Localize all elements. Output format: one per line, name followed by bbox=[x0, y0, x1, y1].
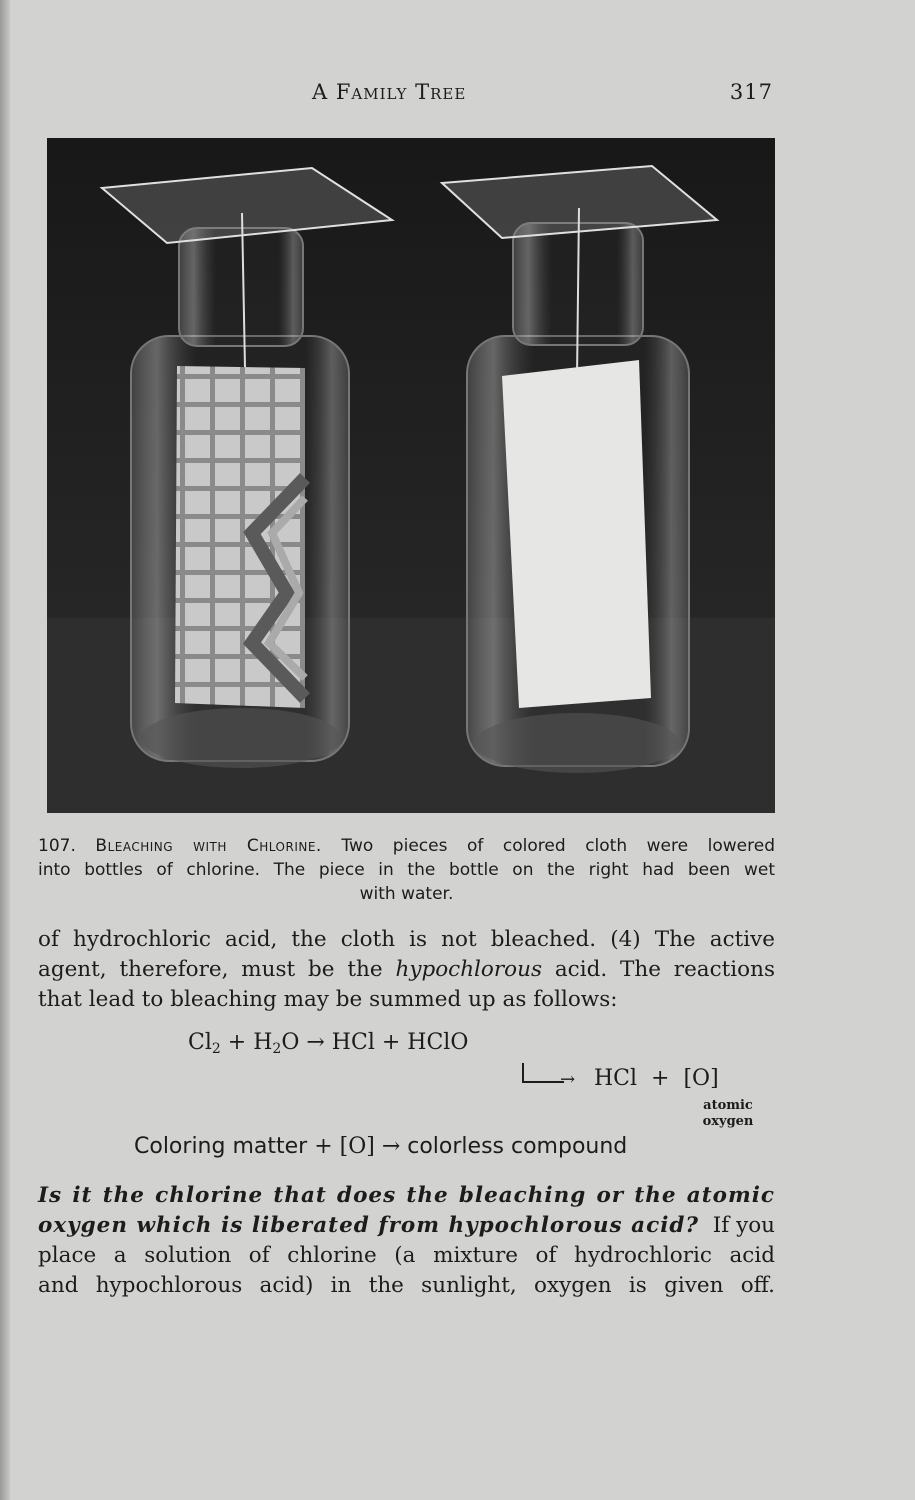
eq3-arrow: → bbox=[374, 1134, 408, 1159]
eq1-arrow: → bbox=[299, 1030, 332, 1055]
figure-photo bbox=[47, 138, 775, 813]
caption-line-1 bbox=[38, 834, 775, 858]
eq3-plus: + bbox=[307, 1134, 340, 1159]
caption-line-3: with water. bbox=[359, 884, 454, 904]
paragraph-2-line-2 bbox=[38, 1211, 775, 1241]
eq3-left: Coloring matter bbox=[134, 1134, 308, 1159]
page-gutter-shadow bbox=[0, 0, 10, 1500]
atomic-oxygen-note bbox=[692, 1098, 764, 1130]
caption-line-2: into bottles of chlorine. The piece in the bottle on the right had been wet bbox=[38, 860, 775, 880]
note-line-1: atomic bbox=[703, 1098, 753, 1113]
eq1-cl-sub: 2 bbox=[211, 1041, 221, 1057]
p1-l2-post: acid. The reactions bbox=[541, 957, 775, 982]
eq1-h: H bbox=[253, 1030, 273, 1055]
equation-2 bbox=[522, 1063, 762, 1097]
eq1-hclo: HClO bbox=[407, 1030, 469, 1055]
right-cloth-bleached bbox=[502, 360, 651, 708]
paragraph-1-line-1: of hydrochloric acid, the cloth is not bleached. (4) The active bbox=[38, 927, 775, 952]
running-head-title-text: A Family Tree bbox=[312, 80, 467, 104]
page-number: 317 bbox=[729, 80, 773, 104]
eq2-arrow: → bbox=[560, 1069, 576, 1090]
paragraph-1-line-3: that lead to bleaching may be summed up as follows: bbox=[38, 987, 618, 1012]
equation-3 bbox=[134, 1134, 627, 1159]
eq1-hcl: HCl bbox=[331, 1030, 375, 1055]
paragraph-2-line-1: Is it the chlorine that does the bleaching or the atomic bbox=[38, 1183, 775, 1208]
eq1-plus-2: + bbox=[374, 1030, 408, 1055]
paragraph-1-line-2 bbox=[38, 955, 775, 985]
paragraph-2-line-4: and hypochlorous acid) in the sunlight, oxygen is given off. bbox=[38, 1273, 775, 1298]
eq3-oxygen: [O] bbox=[339, 1134, 375, 1159]
caption-title: Bleaching with Chlorine. bbox=[95, 836, 322, 856]
running-head bbox=[0, 80, 915, 108]
paragraph-2 bbox=[38, 1181, 775, 1301]
caption-text-1: Two pieces of colored cloth were lowered bbox=[341, 836, 775, 856]
eq3-right: colorless compound bbox=[407, 1134, 628, 1159]
caption-number: 107. bbox=[38, 836, 76, 856]
note-line-2: oxygen bbox=[702, 1114, 754, 1129]
eq2-products: HCl + [O] bbox=[594, 1066, 719, 1091]
eq1-cl: Cl bbox=[188, 1030, 212, 1055]
paragraph-2-line-3: place a solution of chlorine (a mixture of hydrochloric acid bbox=[38, 1243, 775, 1268]
p1-l2-pre: agent, therefore, must be the bbox=[38, 957, 396, 982]
eq1-plus-1: + bbox=[220, 1030, 254, 1055]
running-head-title bbox=[312, 80, 466, 104]
eq1-h-sub: 2 bbox=[272, 1041, 282, 1057]
figure-caption bbox=[38, 834, 775, 906]
p1-l2-italic: hypochlorous bbox=[395, 957, 542, 982]
p2-l2-bi: oxygen which is liberated from hypochlorous acid? bbox=[38, 1213, 699, 1238]
eq1-o: O bbox=[281, 1030, 300, 1055]
equation-1 bbox=[188, 1030, 468, 1055]
p2-l2-post: If you bbox=[699, 1213, 775, 1238]
bottles-photo-illustration bbox=[47, 138, 775, 813]
elbow-arrow-icon bbox=[522, 1063, 564, 1083]
paragraph-1 bbox=[38, 925, 775, 1015]
